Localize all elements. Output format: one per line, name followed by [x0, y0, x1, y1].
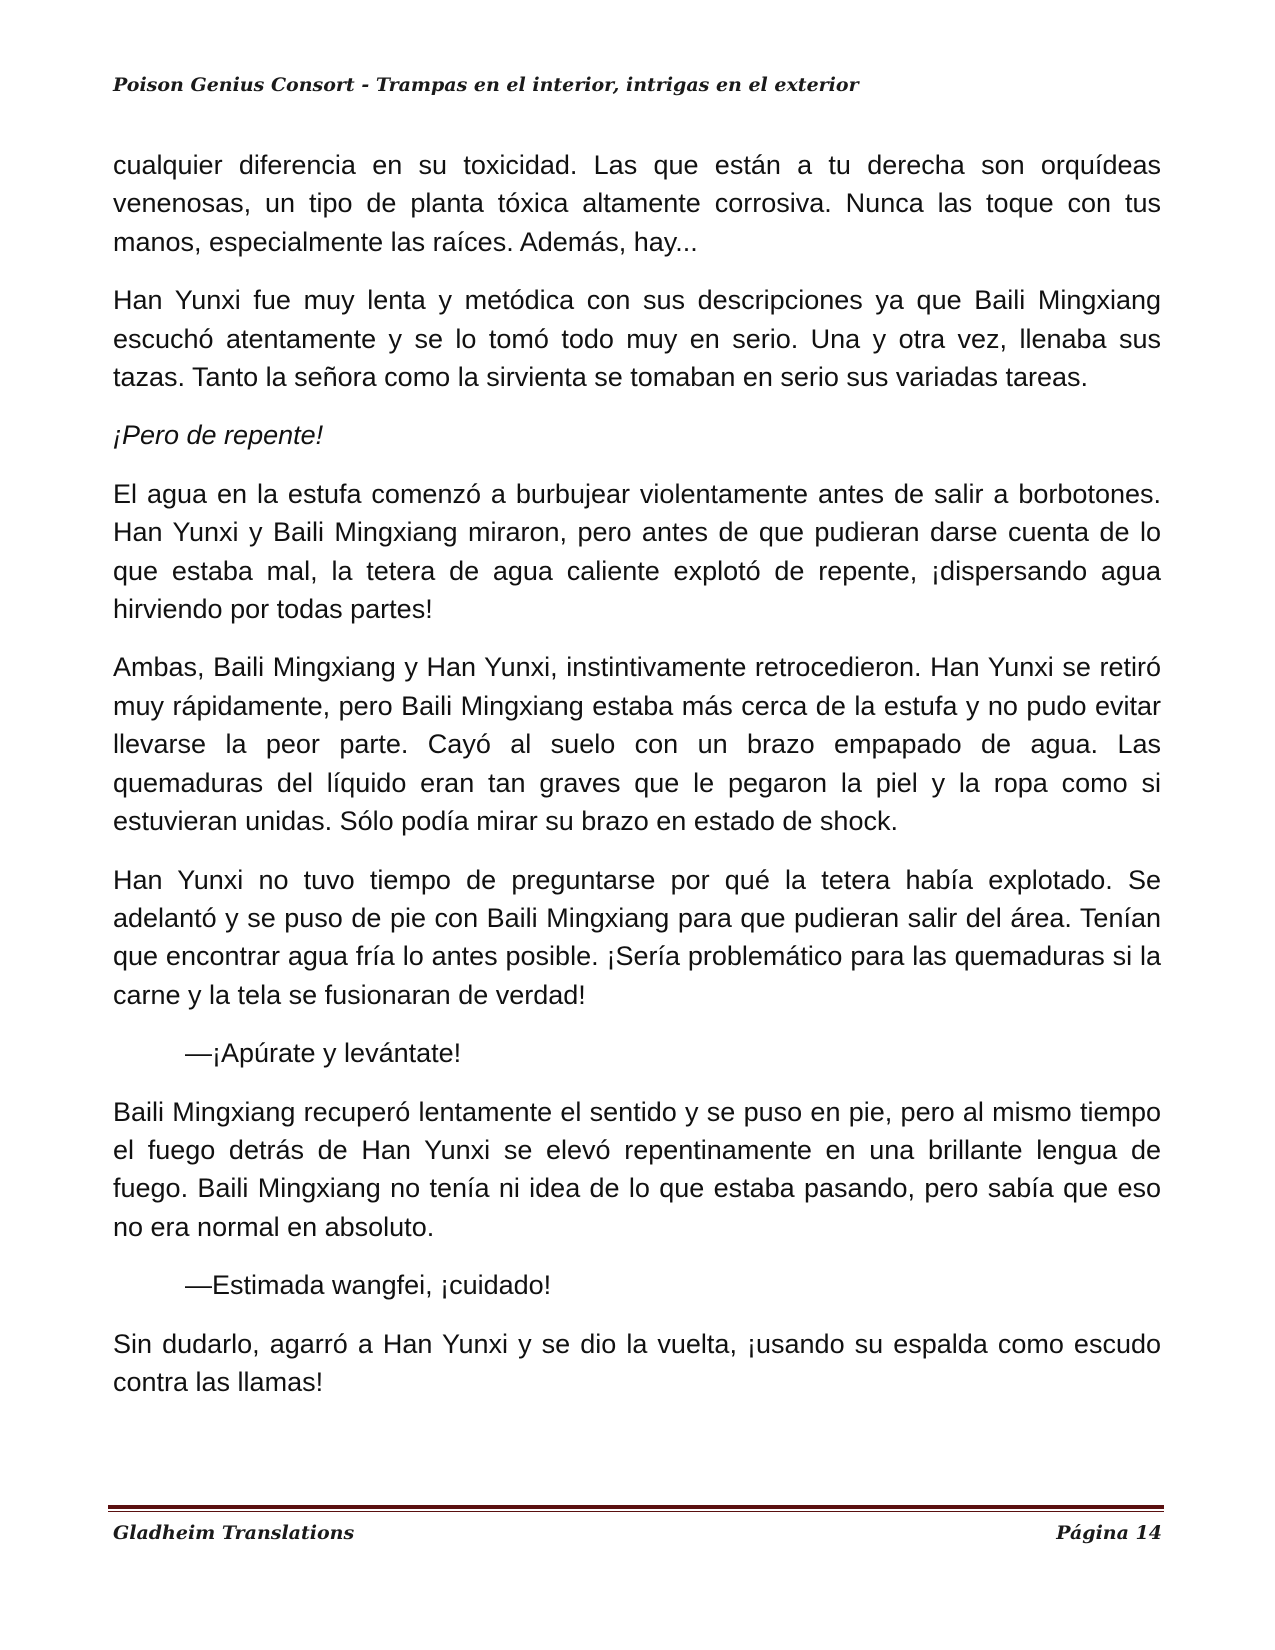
running-header: Poison Genius Consort - Trampas en el interior, intrigas en el exterior: [113, 74, 859, 96]
paragraph: Ambas, Baili Mingxiang y Han Yunxi, instintivamente retrocedieron. Han Yunxi se retiró muy rápidamente, pero Baili Mingxiang estaba más cerca de la estufa y no pudo evitar llevarse la peor parte. Cayó al suelo con un brazo empapado de agua. Las quemaduras del líquido eran tan graves que le pegaron la piel y la ropa como si estuvieran unidas. Sólo podía mirar su brazo en estado de shock.: [113, 652, 1161, 837]
paragraph: Han Yunxi fue muy lenta y metódica con sus descripciones ya que Baili Mingxiang escuchó atentamente y se lo tomó todo muy en serio. Una y otra vez, llenaba sus tazas. Tanto la señora como la sirvienta se tomaban en serio sus variadas tareas.: [113, 285, 1161, 393]
dialogue-line: —Estimada wangfei, ¡cuidado!: [185, 1270, 552, 1301]
footer-page-number: Página 14: [1056, 1522, 1162, 1544]
dialogue-line: —¡Apúrate y levántate!: [185, 1038, 462, 1069]
paragraph: Baili Mingxiang recuperó lentamente el sentido y se puso en pie, pero al mismo tiempo el fuego detrás de Han Yunxi se elevó repentinamente en una brillante lengua de fuego. Baili Mingxiang no tenía ni idea de lo que estaba pasando, pero sabía que eso no era normal en absoluto.: [113, 1096, 1161, 1242]
paragraph-italic: ¡Pero de repente!: [113, 420, 324, 451]
footer-rule: [108, 1505, 1164, 1512]
footer-rule-thick: [108, 1505, 1164, 1509]
footer-rule-thin: [108, 1511, 1164, 1512]
body-text: [113, 146, 1161, 1421]
paragraph: cualquier diferencia en su toxicidad. Las que están a tu derecha son orquídeas venenosas, un tipo de planta tóxica altamente corrosiva. Nunca las toque con tus manos, especialmente las raíces. Además, hay...: [113, 150, 1161, 257]
paragraph: El agua en la estufa comenzó a burbujear violentamente antes de salir a borbotones. Han Yunxi y Baili Mingxiang miraron, pero antes de que pudieran darse cuenta de lo que estaba mal, la tetera de agua caliente explotó de repente, ¡dispersando agua hirviendo por todas partes!: [113, 478, 1161, 625]
paragraph: Sin dudarlo, agarró a Han Yunxi y se dio la vuelta, ¡usando su espalda como escudo contra las llamas!: [113, 1328, 1161, 1397]
paragraph: Han Yunxi no tuvo tiempo de preguntarse por qué la tetera había explotado. Se adelantó y se puso de pie con Baili Mingxiang para que pudieran salir del área. Tenían que encontrar agua fría lo antes posible. ¡Sería problemático para las quemaduras si la carne y la tela se fusionaran de verdad!: [113, 864, 1161, 1010]
footer-translator: Gladheim Translations: [113, 1522, 355, 1544]
